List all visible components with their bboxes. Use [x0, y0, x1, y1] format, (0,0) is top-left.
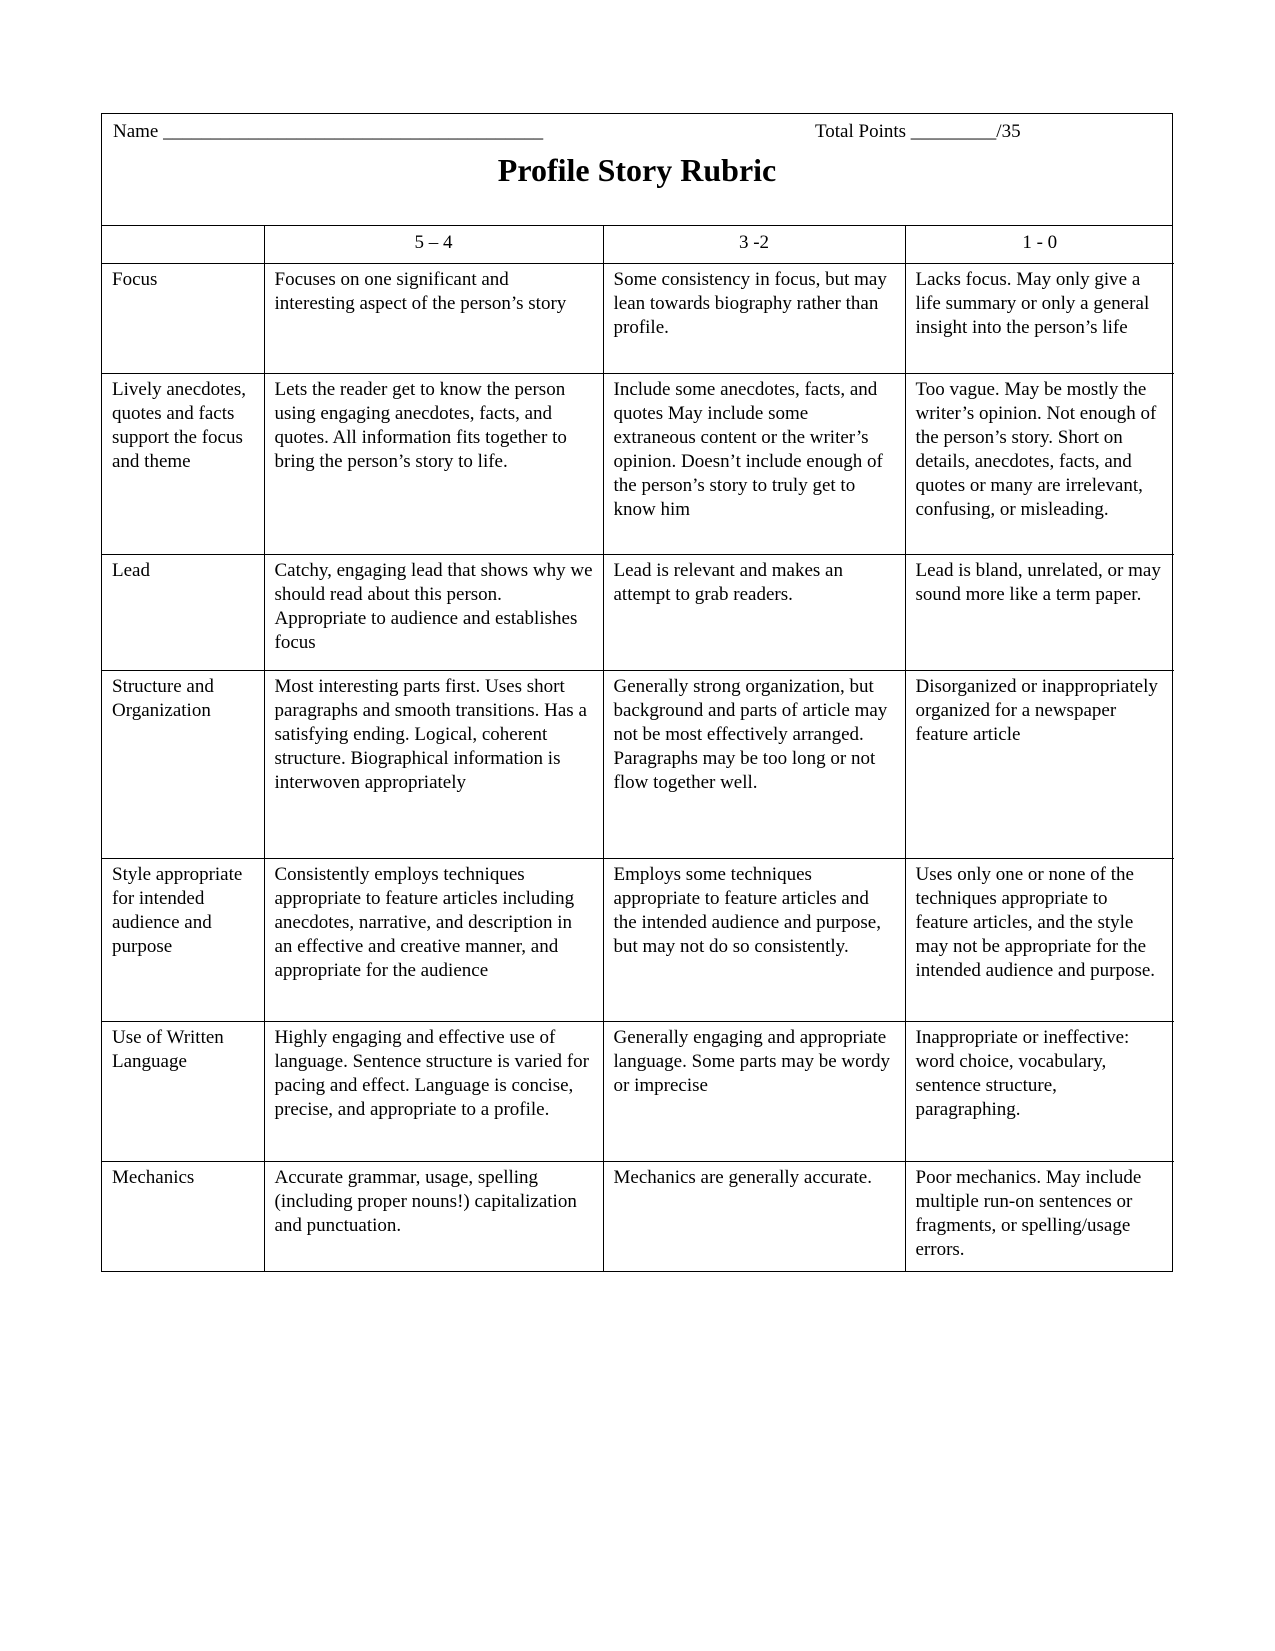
rubric-header: [102, 114, 1172, 226]
low-score-cell: Disorganized or inappropriately organized for a newspaper feature article: [905, 670, 1174, 858]
mid-score-cell: Generally engaging and appropriate language. Some parts may be wordy or imprecise: [603, 1021, 905, 1161]
table-row: [102, 263, 1174, 373]
high-score-cell: Most interesting parts first. Uses short paragraphs and smooth transitions. Has a satisfying ending. Logical, coherent structure. Biographical information is interwoven appropriately: [264, 670, 603, 858]
high-score-cell: Focuses on one significant and interesting aspect of the person’s story: [264, 263, 603, 373]
table-row: [102, 1161, 1174, 1271]
high-score-cell: Consistently employs techniques appropriate to feature articles including anecdotes, narrative, and description in an effective and creative manner, and appropriate for the audience: [264, 858, 603, 1021]
low-score-cell: Lacks focus. May only give a life summary or only a general insight into the person’s life: [905, 263, 1174, 373]
score-header-low: 1 - 0: [905, 226, 1174, 263]
table-row: [102, 670, 1174, 858]
table-row: [102, 373, 1174, 554]
low-score-cell: Lead is bland, unrelated, or may sound more like a term paper.: [905, 554, 1174, 670]
criterion-cell: Use of Written Language: [102, 1021, 264, 1161]
rubric-document: [101, 113, 1173, 1272]
low-score-cell: Too vague. May be mostly the writer’s opinion. Not enough of the person’s story. Short on details, anecdotes, facts, and quotes or many are irrelevant, confusing, or misleading.: [905, 373, 1174, 554]
low-score-cell: Poor mechanics. May include multiple run-on sentences or fragments, or spelling/usage errors.: [915, 1166, 1142, 1260]
mid-score-cell: Lead is relevant and makes an attempt to grab readers.: [603, 554, 905, 670]
score-header-row: [102, 226, 1174, 263]
page-title: Profile Story Rubric: [497, 152, 777, 188]
low-score-cell: Uses only one or none of the techniques appropriate to feature articles, and the style may not be appropriate for the intended audience and purpose.: [905, 858, 1174, 1021]
criterion-header-cell: [102, 226, 264, 263]
score-header-high: 5 – 4: [264, 226, 603, 263]
mid-score-cell: Generally strong organization, but background and parts of article may not be most effectively arranged. Paragraphs may be too long or not flow together well.: [603, 670, 905, 858]
name-field-label: Name ________________________________________: [113, 121, 544, 142]
high-score-cell: Catchy, engaging lead that shows why we should read about this person. Appropriate to audience and establishes focus: [264, 554, 603, 670]
mid-score-cell: Employs some techniques appropriate to feature articles and the intended audience and purpose, but may not do so consistently.: [603, 858, 905, 1021]
total-points-label: Total Points _________/35: [815, 121, 1021, 142]
table-row: [102, 554, 1174, 670]
low-score-cell: Inappropriate or ineffective: word choice, vocabulary, sentence structure, paragraphing.: [905, 1021, 1174, 1161]
rubric-table: [102, 226, 1174, 1271]
criterion-cell: Lead: [102, 554, 264, 670]
criterion-cell: Focus: [102, 263, 264, 373]
mid-score-cell: Some consistency in focus, but may lean towards biography rather than profile.: [603, 263, 905, 373]
criterion-cell: Structure and Organization: [102, 670, 264, 858]
criterion-cell: Mechanics: [102, 1161, 264, 1271]
table-row: [102, 858, 1174, 1021]
mid-score-cell: Include some anecdotes, facts, and quotes May include some extraneous content or the writer’s opinion. Doesn’t include enough of the person’s story to truly get to know him: [603, 373, 905, 554]
mid-score-cell: Mechanics are generally accurate.: [603, 1161, 905, 1271]
score-header-mid: 3 -2: [603, 226, 905, 263]
criterion-cell: Lively anecdotes, quotes and facts support the focus and theme: [102, 373, 264, 554]
table-row: [102, 1021, 1174, 1161]
high-score-cell: Highly engaging and effective use of language. Sentence structure is varied for pacing and effect. Language is concise, precise, and appropriate to a profile.: [264, 1021, 603, 1161]
high-score-cell: Lets the reader get to know the person using engaging anecdotes, facts, and quotes. All information fits together to bring the person’s story to life.: [264, 373, 603, 554]
criterion-cell: Style appropriate for intended audience and purpose: [102, 858, 264, 1021]
high-score-cell: Accurate grammar, usage, spelling (including proper nouns!) capitalization and punctuation.: [264, 1161, 603, 1271]
